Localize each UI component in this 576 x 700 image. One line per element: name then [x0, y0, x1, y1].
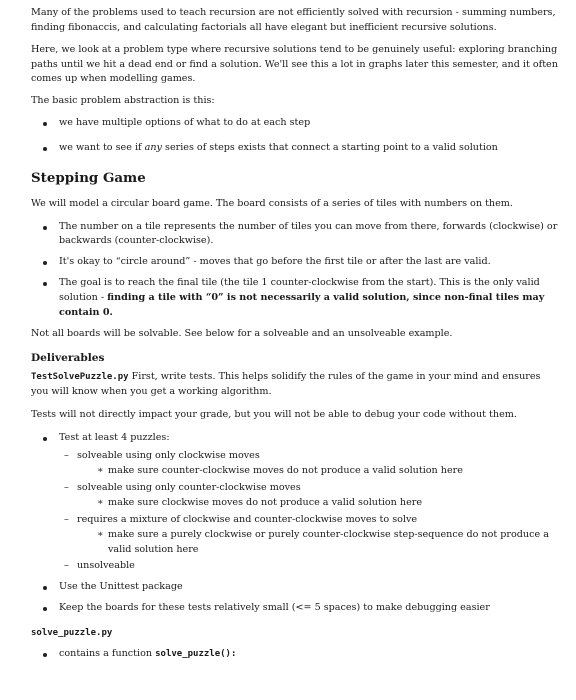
solve-file-list: [31, 647, 558, 662]
solve-file-name: solve_puzzle.py: [31, 628, 113, 639]
solve-function-text: contains a function: [59, 647, 156, 659]
test-requirements-list: [31, 431, 558, 616]
list-item: [31, 647, 558, 662]
list-item: [77, 464, 558, 479]
test-file-paragraph: [31, 370, 558, 400]
list-item: [31, 141, 558, 156]
small-boards-item: Keep the boards for these tests relatively small (<= 5 spaces) to make debugging easier: [59, 602, 490, 614]
puzzle-counter-clockwise: solveable using only counter-clockwise moves: [77, 482, 301, 494]
puzzle-unsolveable: unsolveable: [77, 560, 135, 572]
stepping-game-heading: Stepping Game: [31, 169, 146, 186]
solve-function-code: solve_puzzle():: [155, 648, 237, 659]
list-item: [31, 276, 558, 321]
puzzle-clockwise-detail: make sure counter-clockwise moves do not produce a valid solution here: [108, 465, 463, 477]
puzzle-mixed-detail: make sure a purely clockwise or purely counter-clockwise step-sequence do not produce a valid solution here: [108, 528, 549, 555]
list-item: [59, 449, 558, 479]
list-item: [31, 601, 558, 616]
test-file-description: First, write tests. This helps solidify the rules of the game in your mind and ensures you will know when you get a working algorithm.: [31, 370, 541, 397]
puzzle-mixed: requires a mixture of clockwise and counter-clockwise moves to solve: [77, 513, 418, 525]
intro-section: [31, 6, 558, 156]
rule-goal-bold: finding a tile with “0” is not necessarily a valid solution, since non-final tiles may contain 0.: [59, 291, 545, 318]
list-item: [59, 513, 558, 558]
test-count-item: Test at least 4 puzzles:: [59, 431, 170, 443]
stepping-paragraph-2: Not all boards will be solvable. See below for a solveable and an unsolveable example.: [31, 327, 453, 339]
intro-paragraph-3: The basic problem abstraction is this:: [31, 95, 215, 107]
puzzle-detail-list: [77, 464, 558, 479]
rules-list: [31, 220, 558, 321]
list-item: [59, 559, 558, 574]
emphasis-any: any: [144, 142, 162, 154]
abstraction-item-2-end: series of steps exists that connect a starting point to a valid solution: [161, 142, 498, 154]
list-item: [31, 431, 558, 575]
list-item: [77, 496, 558, 511]
rule-tile-number: The number on a tile represents the number of tiles you can move from there, forwards (clockwise) or backwards (counter-clockwise).: [59, 220, 558, 247]
abstraction-item-1: we have multiple options of what to do at each step: [59, 117, 311, 129]
stepping-paragraph-1: We will model a circular board game. The board consists of a series of tiles with numbers on them.: [31, 197, 513, 209]
list-item: [31, 220, 558, 250]
deliverables-paragraph-2: Tests will not directly impact your grade, but you will not be able to debug your code without them.: [31, 408, 517, 420]
rule-circle-around: It's okay to “circle around” - moves that go before the first tile or after the last are valid.: [59, 256, 491, 268]
intro-paragraph-2: Here, we look at a problem type where recursive solutions tend to be genuinely useful: exploring branching paths until we hit a dead end or find a solution. We'll see this a lot in graphs later this semester, and it often comes up when modelling games.: [31, 43, 558, 85]
list-item: [31, 116, 558, 131]
test-file-name: TestSolvePuzzle.py: [31, 371, 129, 382]
puzzle-clockwise: solveable using only clockwise moves: [77, 450, 260, 462]
list-item: [77, 528, 558, 558]
list-item: [59, 481, 558, 511]
puzzle-detail-list: [77, 528, 558, 558]
deliverables-heading: Deliverables: [31, 351, 105, 364]
intro-paragraph-1: Many of the problems used to teach recursion are not efficiently solved with recursion - summing numbers, finding fibonaccis, and calculating factorials all have elegant but inefficient recursive solutions.: [31, 7, 556, 33]
list-item: [31, 255, 558, 270]
rule-goal: The goal is to reach the final tile (the tile 1 counter-clockwise from the start). This is the only valid solution -: [59, 277, 540, 303]
list-item: [31, 580, 558, 595]
abstraction-list: [31, 116, 558, 156]
puzzle-detail-list: [77, 496, 558, 511]
puzzle-counter-clockwise-detail: make sure clockwise moves do not produce a valid solution here: [108, 497, 423, 509]
solve-file-section: [31, 626, 558, 641]
puzzle-types-list: [59, 449, 558, 574]
abstraction-item-2-start: we want to see if: [59, 142, 145, 154]
unittest-item: Use the Unittest package: [59, 581, 183, 593]
